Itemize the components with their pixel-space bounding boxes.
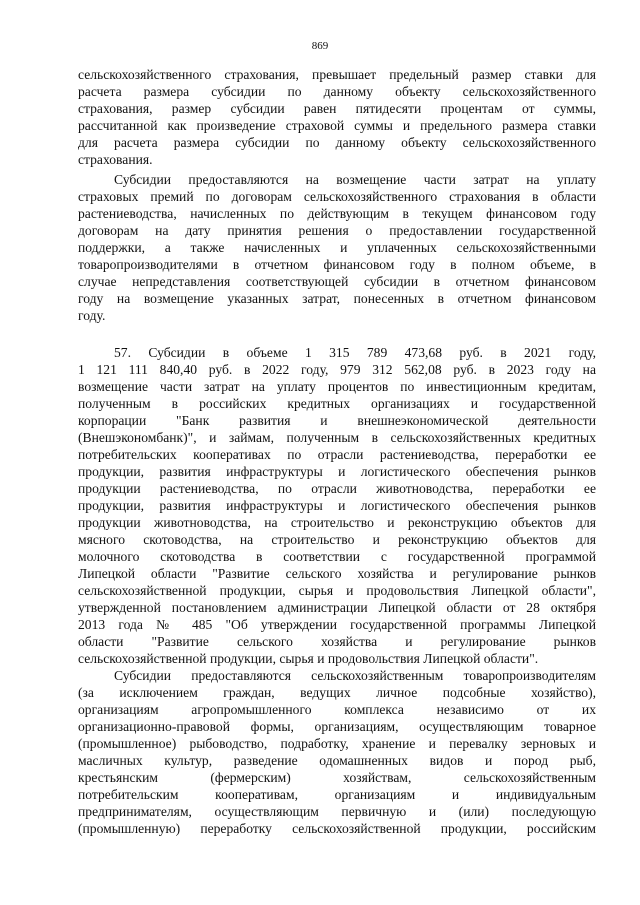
text-line: молочного скотоводства в соответствии с государственной программой [78, 549, 596, 564]
text-line: корпорации "Банк развития и внешнеэкономической деятельности [78, 413, 596, 428]
document-body [78, 66, 596, 837]
text-line: 1 121 111 840,40 руб. в 2022 году, 979 312 562,08 руб. в 2023 году на [78, 362, 596, 377]
text-line: Субсидии предоставляются на возмещение части затрат на уплату [114, 172, 596, 187]
text-line: рассчитанной как произведение страховой суммы и предельного размера ставки [78, 118, 596, 133]
text-line: страхования, размер субсидии равен пятидесяти процентам от суммы, [78, 101, 596, 116]
text-line: Липецкой области "Развитие сельского хозяйства и регулирование рынков [78, 566, 596, 581]
text-line: для расчета размера субсидии по данному объекту сельскохозяйственного [78, 135, 596, 150]
text-line: потребительских кооперативах по отрасли растениеводства, переработки ее [78, 447, 596, 462]
text-line: области "Развитие сельского хозяйства и регулирование рынков [78, 634, 596, 649]
text-line: предпринимателям, осуществляющим первичную и (или) последующую [78, 804, 596, 819]
text-line: поддержки, а также начисленных и уплаченных сельскохозяйственными [78, 240, 596, 255]
text-line: 57. Субсидии в объеме 1 315 789 473,68 руб. в 2021 году, [114, 345, 596, 360]
text-line: страхования. [78, 152, 153, 167]
text-line: договорам на дату принятия решения о предоставлении государственной [78, 223, 596, 238]
text-line: (промышленное) рыбоводство, подработку, хранение и перевалку зерновых и [78, 736, 596, 751]
text-line: полученным в российских кредитных организациях и государственной [78, 396, 596, 411]
text-line: масличных культур, разведение одомашненных видов и пород рыб, [78, 753, 596, 768]
text-line: организациям агропромышленного комплекса независимо от их [78, 702, 596, 717]
text-line: потребительским кооперативам, организациям и индивидуальным [78, 787, 596, 802]
text-line: возмещение части затрат на уплату процентов по инвестиционным кредитам, [78, 379, 596, 394]
paragraph [78, 171, 596, 324]
text-line: крестьянским (фермерским) хозяйствам, сельскохозяйственным [78, 770, 596, 785]
text-line: утвержденной постановлением администрации Липецкой области от 28 октября [78, 600, 596, 615]
text-line: году на возмещение указанных затрат, понесенных в отчетном финансовом [78, 291, 596, 306]
text-line: (промышленную) переработку сельскохозяйственной продукции, российским [78, 821, 596, 836]
text-line: расчета размера субсидии по данному объекту сельскохозяйственного [78, 84, 596, 99]
paragraph [78, 66, 596, 168]
text-line: (за исключением граждан, ведущих личное подсобные хозяйство), [78, 685, 596, 700]
text-line: растениеводства, начисленных по действующим в текущем финансовом году [78, 206, 596, 221]
text-line: случае непредставления соответствующей субсидии в отчетном финансовом [78, 274, 596, 289]
text-line: продукции растениеводства, по отрасли животноводства, переработки ее [78, 481, 596, 496]
text-line: продукции, развития инфраструктуры и логистического обеспечения рынков [78, 498, 596, 513]
text-line: продукции, развития инфраструктуры и логистического обеспечения рынков [78, 464, 596, 479]
paragraph [78, 667, 596, 837]
page-number: 869 [311, 40, 329, 52]
text-line: мясного скотоводства, на строительство и реконструкцию объектов для [78, 532, 596, 547]
text-line: году. [78, 308, 106, 323]
text-line: сельскохозяйственной продукции, сырья и продовольствия Липецкой области". [78, 651, 539, 666]
text-line: продукции животноводства, на строительство и реконструкцию объектов для [78, 515, 596, 530]
text-line: сельскохозяйственного страхования, превышает предельный размер ставки для [78, 67, 596, 82]
paragraph [78, 344, 596, 667]
text-line: сельскохозяйственной продукции, сырья и продовольствия Липецкой области", [78, 583, 596, 598]
text-line: страховых премий по договорам сельскохозяйственного страхования в области [78, 189, 596, 204]
text-line: Субсидии предоставляются сельскохозяйственным товаропроизводителям [114, 668, 596, 683]
text-line: товаропроизводителями в отчетном финансовом году в полном объеме, в [78, 257, 596, 272]
text-line: 2013 года № 485 "Об утверждении государственной программы Липецкой [78, 617, 596, 632]
text-line: организационно-правовой формы, организациям, осуществляющим товарное [78, 719, 596, 734]
text-line: (Внешэкономбанк)", и займам, полученным в сельскохозяйственных кредитных [78, 430, 596, 445]
